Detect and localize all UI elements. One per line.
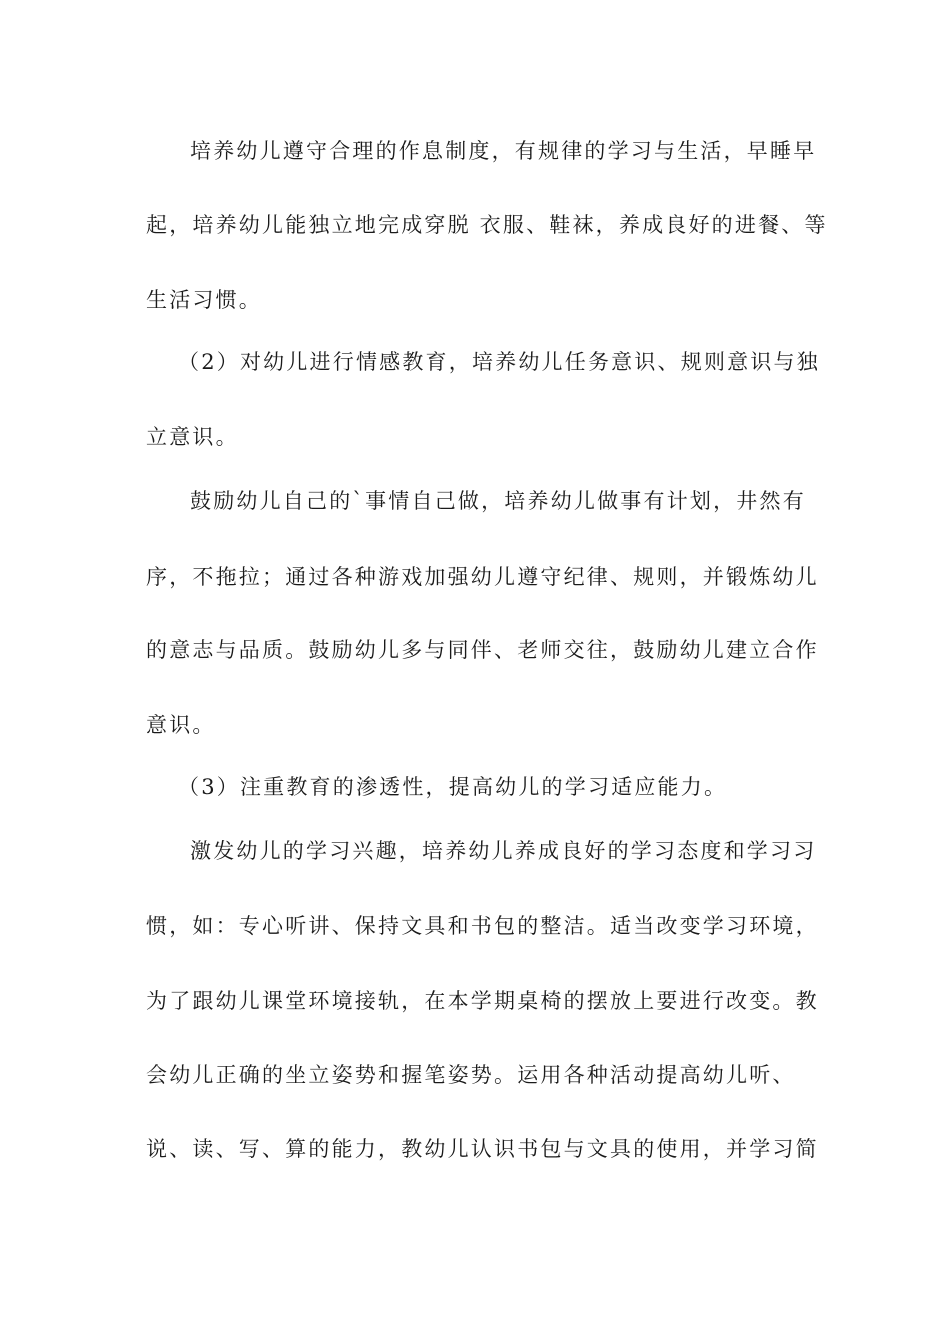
paragraph-line: 激发幼儿的学习兴趣，培养幼儿养成良好的学习态度和学习习 bbox=[190, 839, 817, 863]
paragraph-line: 培养幼儿遵守合理的作息制度，有规律的学习与生活，早睡早 bbox=[190, 139, 817, 163]
section-heading-2: （2）对幼儿进行情感教育，培养幼儿任务意识、规则意识与独 bbox=[178, 350, 820, 374]
paragraph-line: 的意志与品质。鼓励幼儿多与同伴、老师交往，鼓励幼儿建立合作 bbox=[146, 638, 819, 662]
paragraph-line: 惯，如：专心听讲、保持文具和书包的整洁。适当改变学习环境， bbox=[146, 914, 819, 938]
paragraph-line: 鼓励幼儿自己的`事情自己做，培养幼儿做事有计划，井然有 bbox=[190, 489, 806, 513]
paragraph-line: 为了跟幼儿课堂环境接轨，在本学期桌椅的摆放上要进行改变。教 bbox=[146, 989, 819, 1013]
paragraph-line: 起，培养幼儿能独立地完成穿脱 衣服、鞋袜，养成良好的进餐、等 bbox=[146, 213, 828, 237]
paragraph-line: 会幼儿正确的坐立姿势和握笔姿势。运用各种活动提高幼儿听、 bbox=[146, 1063, 796, 1087]
section-heading-3: （3）注重教育的渗透性，提高幼儿的学习适应能力。 bbox=[178, 775, 728, 799]
paragraph-line: 序，不拖拉；通过各种游戏加强幼儿遵守纪律、规则，并锻炼幼儿 bbox=[146, 565, 819, 589]
paragraph-line: 意识。 bbox=[146, 713, 216, 737]
paragraph-line: 生活习惯。 bbox=[146, 288, 262, 312]
paragraph-line: 说、读、写、算的能力，教幼儿认识书包与文具的使用，并学习简 bbox=[146, 1137, 819, 1161]
paragraph-line: 立意识。 bbox=[146, 425, 239, 449]
